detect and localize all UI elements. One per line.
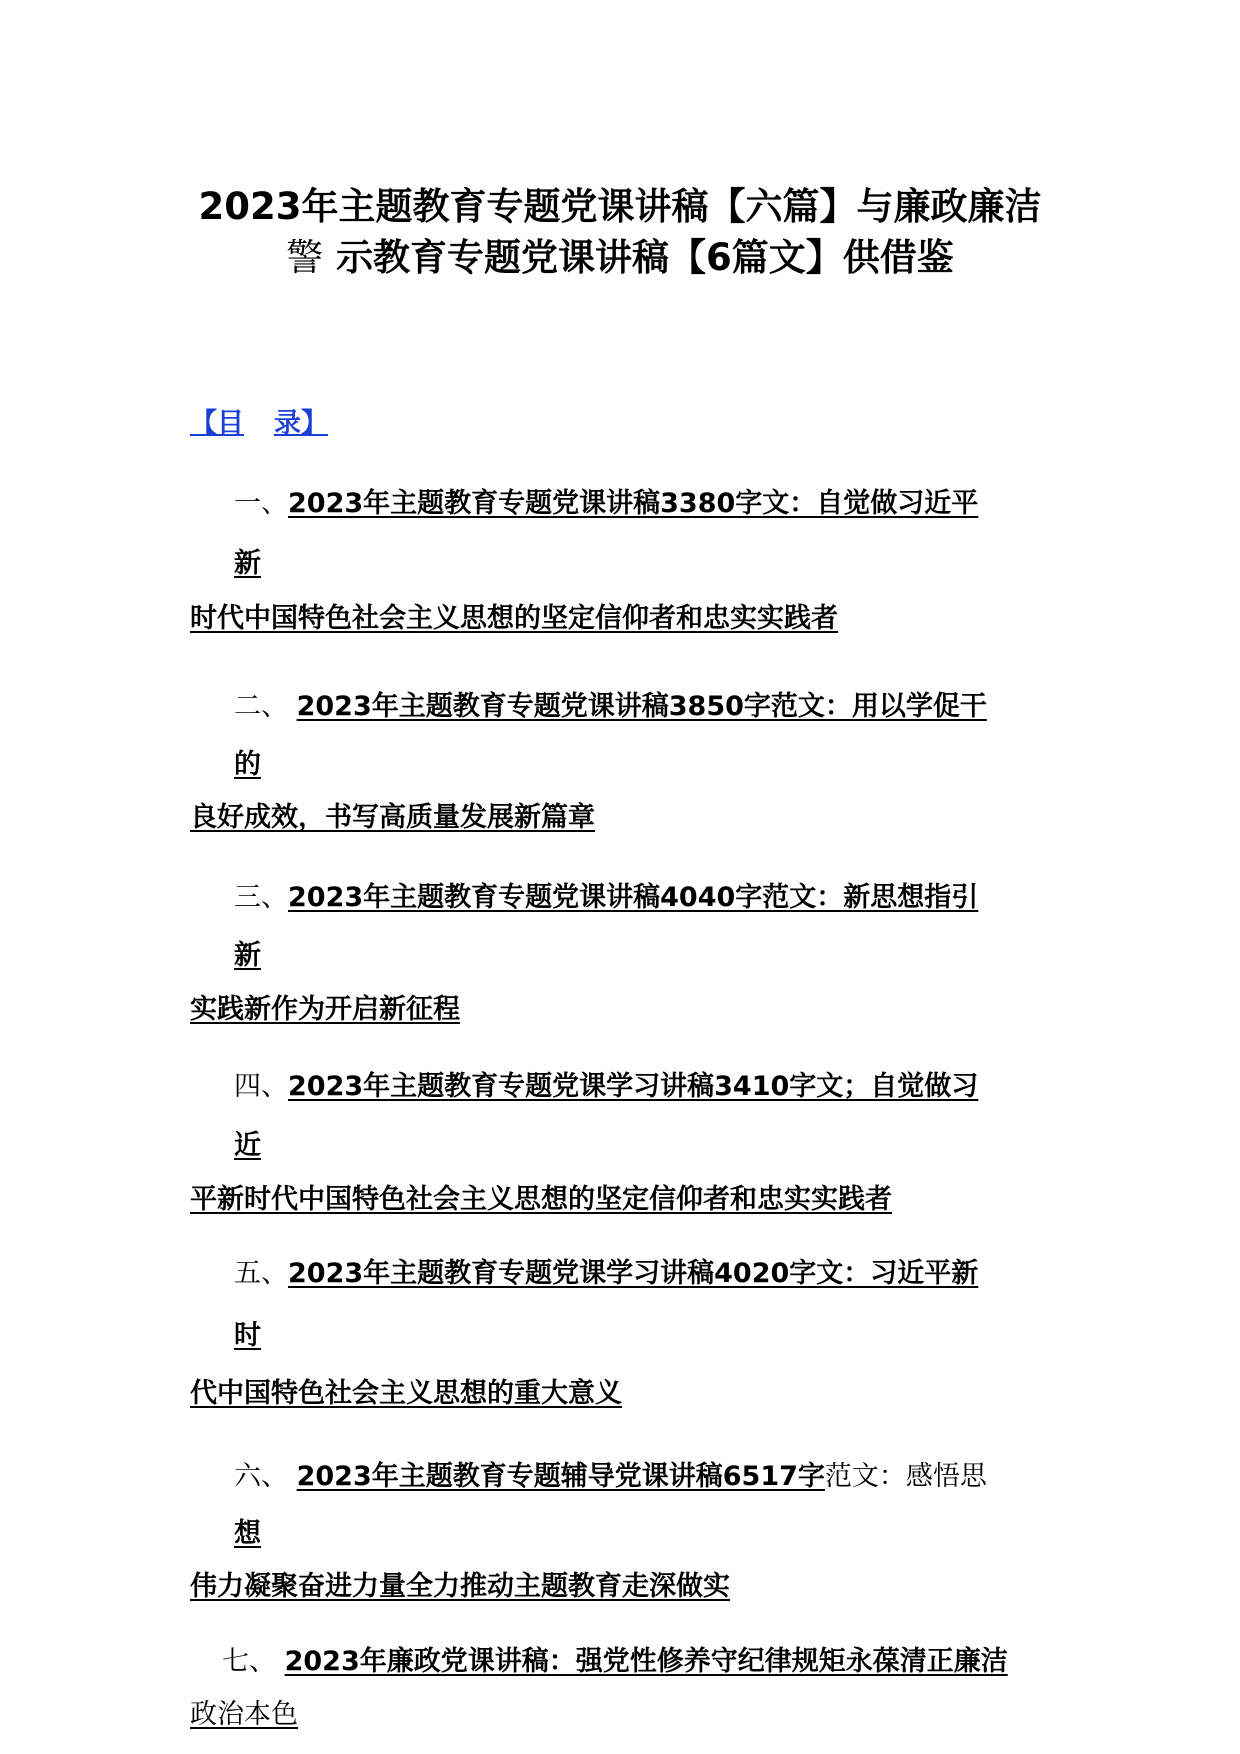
toc-heading-right: 录】 <box>274 408 328 439</box>
toc-item-2-line-3[interactable] <box>190 800 595 836</box>
toc-item-7-line-1[interactable] <box>222 1644 1008 1680</box>
toc-item-4-continuation: 平新时代中国特色社会主义思想的坚定信仰者和忠实实践者 <box>190 1184 892 1215</box>
toc-item-2-line-2[interactable] <box>234 747 261 783</box>
toc-item-5-line-3[interactable] <box>190 1376 622 1412</box>
toc-item-1-continuation: 时代中国特色社会主义思想的坚定信仰者和忠实实践者 <box>190 603 838 634</box>
toc-item-2-title: 2023年主题教育专题党课讲稿3850字范文：用以学促干 <box>296 691 987 722</box>
toc-item-5-line-2[interactable] <box>234 1318 261 1354</box>
document-title-line-2 <box>170 233 1070 283</box>
toc-item-4-line-1[interactable] <box>234 1069 978 1105</box>
toc-item-3-title: 2023年主题教育专题党课讲稿4040字范文：新思想指引 <box>288 882 979 913</box>
toc-item-1-line-3[interactable] <box>190 601 838 637</box>
toc-heading-left: 【目 <box>190 408 244 439</box>
title-line-2-lead: 警 <box>286 236 324 279</box>
toc-item-2-line-1[interactable] <box>234 689 987 725</box>
toc-item-6-title-tail: 范文：感悟思 <box>824 1461 987 1492</box>
toc-heading-link[interactable] <box>190 401 328 440</box>
toc-item-6-line-3[interactable] <box>190 1569 730 1605</box>
toc-item-6-continuation: 伟力凝聚奋进力量全力推动主题教育走深做实 <box>190 1571 730 1602</box>
toc-item-6-wrap: 想 <box>234 1518 261 1549</box>
toc-item-4-wrap: 近 <box>234 1130 261 1161</box>
toc-item-4-title: 2023年主题教育专题党课学习讲稿3410字文；自觉做习 <box>288 1071 979 1102</box>
toc-item-5-title: 2023年主题教育专题党课学习讲稿4020字文：习近平新 <box>288 1258 979 1289</box>
toc-item-7-continuation: 政治本色 <box>190 1699 298 1730</box>
toc-item-7-number: 七、 <box>222 1646 276 1677</box>
toc-item-3-line-2[interactable] <box>234 938 261 974</box>
toc-item-5-line-1[interactable] <box>234 1256 978 1292</box>
toc-item-3-number: 三、 <box>234 882 288 913</box>
toc-item-2-continuation: 良好成效，书写高质量发展新篇章 <box>190 802 595 833</box>
toc-item-3-continuation: 实践新作为开启新征程 <box>190 994 460 1025</box>
toc-item-3-line-1[interactable] <box>234 880 978 916</box>
toc-item-5-continuation: 代中国特色社会主义思想的重大意义 <box>190 1378 622 1409</box>
toc-item-3-wrap: 新 <box>234 940 261 971</box>
toc-item-6-number: 六、 <box>234 1461 288 1492</box>
toc-item-1-wrap: 新 <box>234 548 261 579</box>
toc-item-6-line-1[interactable] <box>234 1459 987 1495</box>
document-title-line-1: 2023年主题教育专题党课讲稿【六篇】与廉政廉洁 <box>198 185 1042 228</box>
toc-item-4-line-2[interactable] <box>234 1128 261 1164</box>
toc-item-6-line-2[interactable] <box>234 1516 261 1552</box>
toc-item-2-wrap: 的 <box>234 749 261 780</box>
toc-item-2-number: 二、 <box>234 691 288 722</box>
toc-item-5-number: 五、 <box>234 1258 288 1289</box>
toc-item-6-title: 2023年主题教育专题辅导党课讲稿6517字 <box>296 1461 825 1492</box>
toc-item-7-line-2[interactable] <box>190 1697 298 1733</box>
toc-item-1-line-2[interactable] <box>234 546 261 582</box>
toc-item-1-number: 一、 <box>234 488 288 519</box>
title-line-2-rest: 示教育专题党课讲稿【6篇文】供借鉴 <box>336 236 954 279</box>
toc-item-5-wrap: 时 <box>234 1320 261 1351</box>
toc-item-7-title: 2023年廉政党课讲稿：强党性修养守纪律规矩永葆清正廉洁 <box>284 1646 1008 1677</box>
toc-item-1-line-1[interactable] <box>234 486 978 522</box>
toc-item-3-line-3[interactable] <box>190 992 460 1028</box>
toc-item-1-title: 2023年主题教育专题党课讲稿3380字文：自觉做习近平 <box>288 488 979 519</box>
toc-item-4-line-3[interactable] <box>190 1182 892 1218</box>
toc-item-4-number: 四、 <box>234 1071 288 1102</box>
